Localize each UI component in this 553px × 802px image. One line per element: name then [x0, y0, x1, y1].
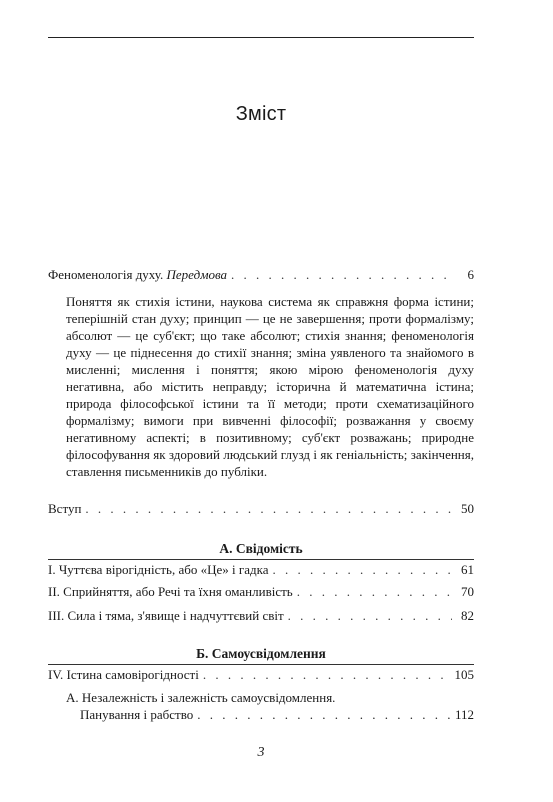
toc-entry-phenomenology[interactable] [48, 266, 474, 283]
toc-sub-line2 [66, 706, 474, 723]
section-a-title: А. Свідомість [219, 541, 303, 556]
top-rule [48, 37, 474, 38]
section-b-title: Б. Самоусвідомлення [196, 646, 326, 661]
toc-entry-label: Феноменологія духу. Передмова [48, 267, 228, 282]
toc-entry-label: III. Сила і тяма, з'явище і надчуттєвий світ [48, 608, 284, 623]
leader-dots [231, 266, 452, 283]
toc-entry-a1[interactable] [48, 561, 474, 578]
toc-entry-intro[interactable] [48, 500, 474, 517]
toc-page-number: 105 [454, 667, 474, 682]
toc-entry-label: IV. Істина самовірогідності [48, 667, 199, 682]
leader-dots [85, 500, 452, 517]
toc-page-number: 61 [461, 562, 474, 577]
toc-page-number: 70 [461, 584, 474, 599]
toc-entry-label: II. Сприйняття, або Речі та їхня оманливість [48, 584, 293, 599]
toc-sub-line1: А. Незалежність і залежність самоусвідомлення. [66, 690, 336, 705]
leader-dots [272, 561, 452, 578]
toc-page-number: 82 [461, 608, 474, 623]
page-title: Зміст [235, 103, 287, 125]
leader-dots [197, 706, 451, 723]
preface-summary: Поняття як стихія істини, наукова система як справжня форма істини; теперішній стан духу; принцип — це не завершення; проти формалізму; абсолют — це суб'єкт; що таке абсолют; стихія знання; феноменологія духу — це піднесення до стихії знання; зміна уявленого та знайомого в мисленні; мислення і поняття; якою мірою феноменологія духу негативна, або містить неправду; історична й математична істина; природа філософської істини та її методи; проти схематизаційного формалізму; вимоги при вивченні філософії; розважання у своєму негативному аспекті; в позитивному; суб'єкт розважань; природне філософування як здоровий людський глузд і як геніальність; закінчення, ставлення письменників до публіки. [66, 294, 474, 479]
section-b-rule [48, 664, 474, 665]
section-a-rule [48, 559, 474, 560]
toc-entry-label: Панування і рабство [80, 707, 194, 722]
toc-entry-b1-sub[interactable] [66, 689, 474, 723]
leader-dots [203, 666, 451, 683]
toc-page-number: 112 [454, 707, 474, 722]
toc-page-number: 6 [467, 267, 474, 282]
toc-entry-b1[interactable] [48, 666, 474, 683]
page-folio: 3 [257, 745, 265, 760]
toc-entry-a2[interactable] [48, 583, 474, 600]
leader-dots [288, 607, 452, 624]
leader-dots [297, 583, 452, 600]
toc-entry-label: Вступ [48, 501, 82, 516]
toc-entry-a3[interactable] [48, 607, 474, 624]
toc-page-number: 50 [461, 501, 474, 516]
toc-entry-label: I. Чуттєва вірогідність, або «Це» і гадка [48, 562, 269, 577]
